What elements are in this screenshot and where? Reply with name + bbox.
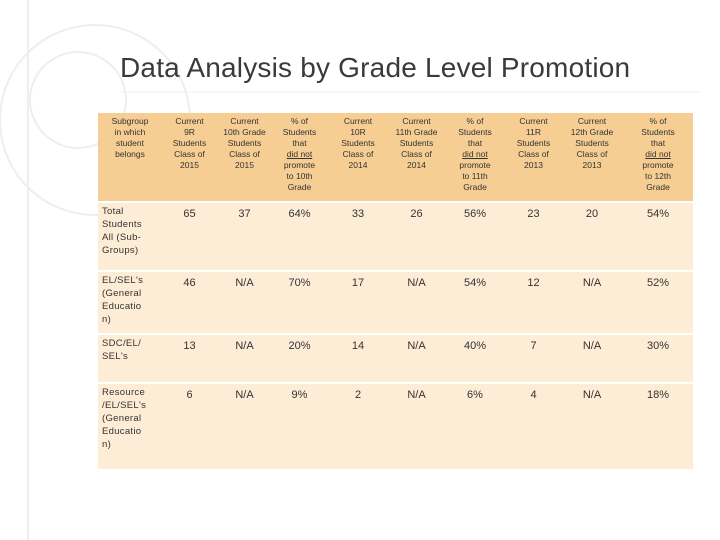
table-cell: N/A: [217, 271, 272, 334]
table-cell: N/A: [561, 271, 623, 334]
table-cell: N/A: [389, 334, 444, 383]
table-cell: 70%: [272, 271, 327, 334]
table-cell: 54%: [623, 202, 693, 271]
table-cell: N/A: [217, 334, 272, 383]
table-row: [98, 202, 693, 271]
table-cell: 6%: [444, 383, 506, 469]
table-cell: 12: [506, 271, 561, 334]
table-cell: 54%: [444, 271, 506, 334]
table-cell: 65: [162, 202, 217, 271]
table-cell: 30%: [623, 334, 693, 383]
table-cell: 52%: [623, 271, 693, 334]
table-cell: 7: [506, 334, 561, 383]
slide-title: Data Analysis by Grade Level Promotion: [120, 52, 631, 83]
table-cell: N/A: [561, 383, 623, 469]
table-cell: N/A: [217, 383, 272, 469]
header-pct-not-promote-10th: % of Students that did not promote to 10th Grade: [272, 113, 327, 202]
table-cell: 14: [327, 334, 389, 383]
table-cell: N/A: [561, 334, 623, 383]
header-current-10th: Current 10th Grade Students Class of 2015: [217, 113, 272, 202]
table-cell: 64%: [272, 202, 327, 271]
table-cell: 17: [327, 271, 389, 334]
table-cell: 18%: [623, 383, 693, 469]
table-cell: 9%: [272, 383, 327, 469]
header-current-12th: Current 12th Grade Students Class of 2013: [561, 113, 623, 202]
table-cell: 6: [162, 383, 217, 469]
row-subgroup-label: SDC/EL/ SEL's: [98, 334, 162, 383]
table-cell: N/A: [389, 271, 444, 334]
table-cell: 46: [162, 271, 217, 334]
table-cell: 23: [506, 202, 561, 271]
table-cell: 2: [327, 383, 389, 469]
table-row: [98, 383, 693, 469]
table-cell: 40%: [444, 334, 506, 383]
header-current-11r: Current 11R Students Class of 2013: [506, 113, 561, 202]
header-pct-not-promote-11th: % of Students that did not promote to 11th Grade: [444, 113, 506, 202]
header-current-10r: Current 10R Students Class of 2014: [327, 113, 389, 202]
table-cell: N/A: [389, 383, 444, 469]
table-cell: 37: [217, 202, 272, 271]
header-current-11th: Current 11th Grade Students Class of 2014: [389, 113, 444, 202]
table-cell: 20%: [272, 334, 327, 383]
table-cell: 20: [561, 202, 623, 271]
table-cell: 56%: [444, 202, 506, 271]
table-cell: 33: [327, 202, 389, 271]
table-cell: 13: [162, 334, 217, 383]
header-subgroup: Subgroup in which student belongs: [98, 113, 162, 202]
table-cell: 26: [389, 202, 444, 271]
header-pct-not-promote-12th: % of Students that did not promote to 12th Grade: [623, 113, 693, 202]
table-row: [98, 271, 693, 334]
row-subgroup-label: Resource /EL/SEL's (General Educatio n): [98, 383, 162, 469]
table-row: [98, 334, 693, 383]
table-cell: 4: [506, 383, 561, 469]
row-subgroup-label: Total Students All (Sub- Groups): [98, 202, 162, 271]
promotion-data-table: [98, 113, 693, 469]
table-header-row: [98, 113, 693, 202]
header-current-9r: Current 9R Students Class of 2015: [162, 113, 217, 202]
row-subgroup-label: EL/SEL's (General Educatio n): [98, 271, 162, 334]
